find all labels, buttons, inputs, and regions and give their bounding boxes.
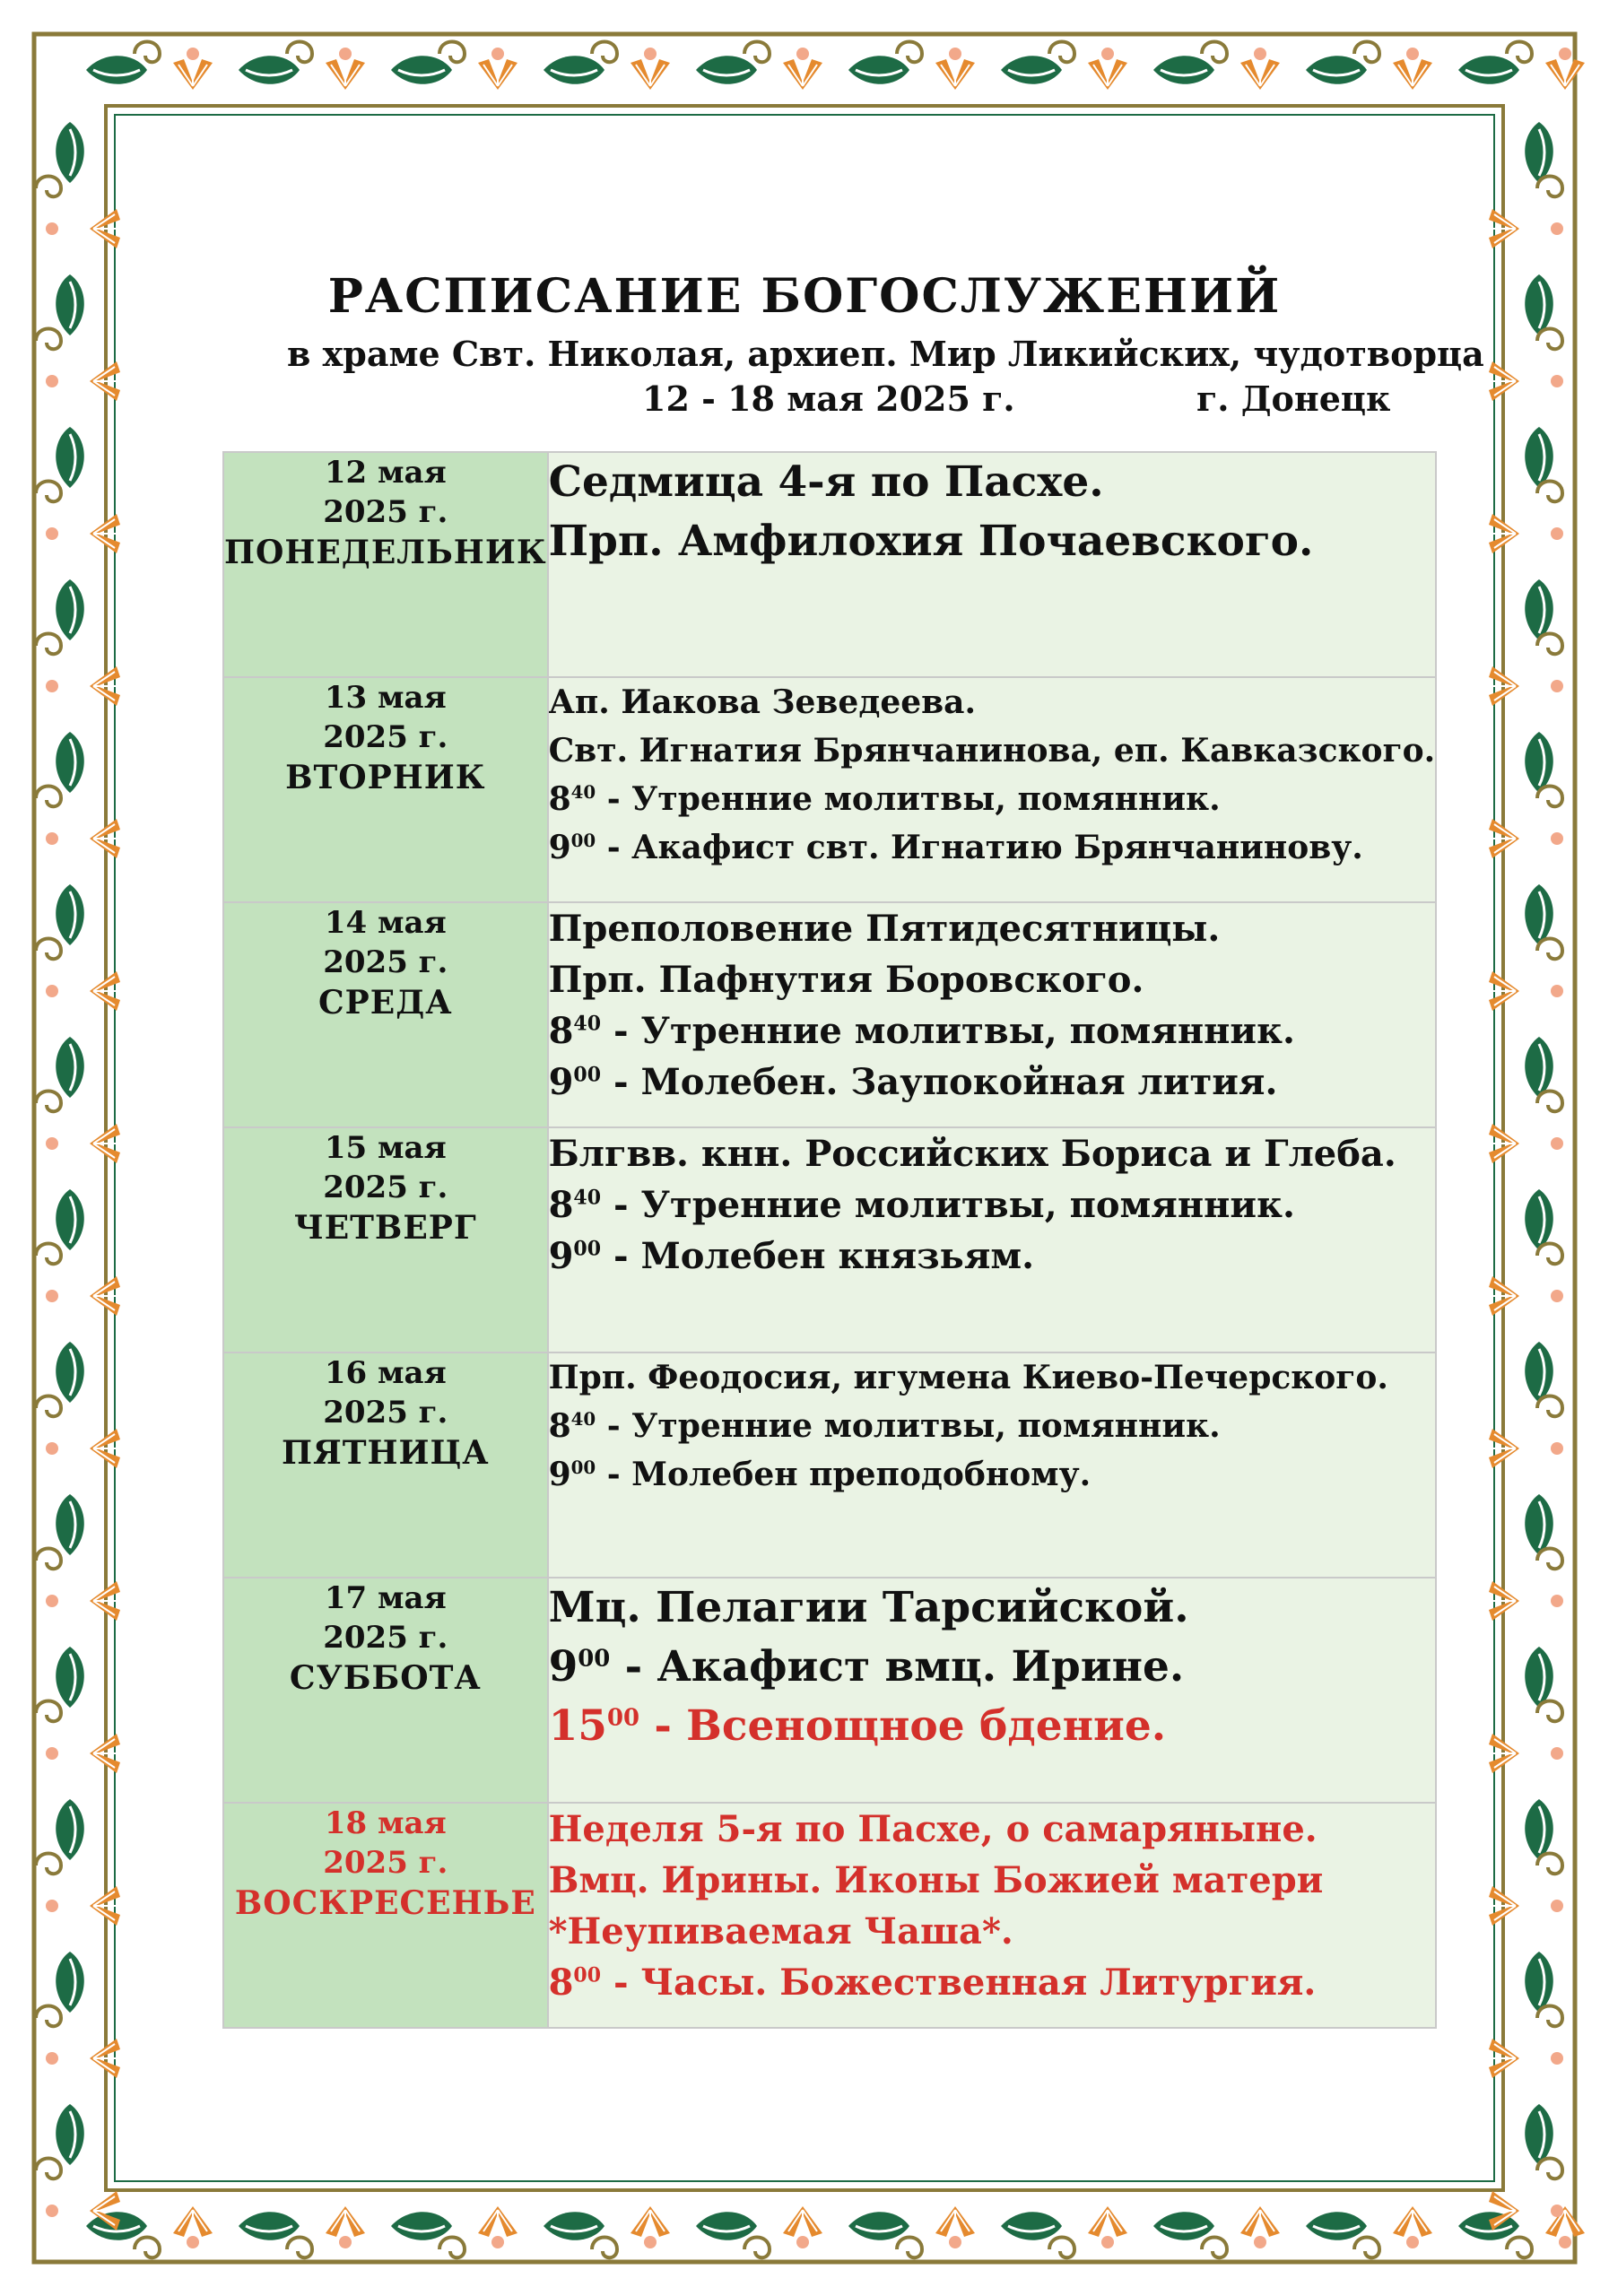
- event-line: [549, 823, 1436, 872]
- scroll-ornament: [1354, 42, 1379, 63]
- dot-ornament: [491, 2236, 504, 2248]
- fan-ornament: [326, 59, 365, 90]
- event-line: [549, 1005, 1436, 1057]
- day-date: 12 мая: [324, 455, 447, 491]
- dot-ornament: [1551, 985, 1563, 997]
- scroll-ornament: [1049, 2238, 1074, 2258]
- dot-ornament: [339, 2236, 352, 2248]
- leaf-ornament: [56, 1952, 84, 2013]
- day-year: 2025 г.: [323, 719, 448, 755]
- fan-ornament: [1088, 2206, 1127, 2237]
- time-minutes: 00: [573, 1237, 602, 1261]
- leaf-ornament: [56, 1037, 84, 1098]
- event-text: - Молебен князьям.: [601, 1235, 1035, 1277]
- leaf-ornament: [1153, 56, 1214, 84]
- event-line: [549, 1231, 1436, 1282]
- dot-ornament: [949, 48, 961, 60]
- scroll-ornament: [36, 1244, 61, 1265]
- leaf-ornament: [391, 2212, 452, 2240]
- scroll-ornament: [1202, 2238, 1227, 2258]
- event-line: [549, 1179, 1436, 1231]
- scroll-ornament: [1049, 42, 1074, 63]
- events-cell: [548, 1578, 1437, 1803]
- dot-ornament: [1254, 48, 1266, 60]
- scroll-ornament: [1537, 634, 1562, 655]
- fan-ornament: [1240, 2206, 1280, 2237]
- dot-ornament: [46, 375, 58, 387]
- dot-ornament: [1551, 527, 1563, 540]
- dot-ornament: [1551, 1442, 1563, 1455]
- event-text: Прп. Феодосия, игумена Киево-Печерского.: [548, 1359, 1388, 1396]
- scroll-ornament: [592, 2238, 617, 2258]
- day-date: 15 мая: [324, 1130, 447, 1166]
- fan-ornament: [783, 2206, 822, 2237]
- scroll-ornament: [1537, 1244, 1562, 1265]
- leaf-ornament: [1001, 2212, 1062, 2240]
- day-date: 13 мая: [324, 680, 447, 716]
- dot-ornament: [46, 527, 58, 540]
- day-cell: [223, 902, 548, 1127]
- dot-ornament: [949, 2236, 961, 2248]
- leaf-ornament: [391, 56, 452, 84]
- dot-ornament: [1559, 2236, 1571, 2248]
- fan-ornament: [783, 59, 822, 90]
- event-line: [549, 1057, 1436, 1108]
- dot-ornament: [796, 2236, 809, 2248]
- event-text: - Акафист вмц. Ирине.: [610, 1642, 1185, 1692]
- dot-ornament: [1101, 48, 1114, 60]
- event-text: - Часы. Божественная Литургия.: [601, 1961, 1317, 2004]
- event-line: [549, 512, 1436, 571]
- schedule-row: [223, 1352, 1436, 1578]
- day-cell: [223, 677, 548, 902]
- scroll-ornament: [36, 939, 61, 960]
- leaf-ornament: [1525, 1189, 1553, 1250]
- dot-ornament: [644, 48, 657, 60]
- day-weekday: ЧЕТВЕРГ: [293, 1209, 477, 1247]
- scroll-ornament: [1537, 177, 1562, 197]
- time-hour: 9: [548, 1642, 578, 1692]
- time-minutes: 40: [570, 1408, 596, 1430]
- dot-ornament: [1551, 375, 1563, 387]
- leaf-ornament: [56, 122, 84, 183]
- time-hour: 8: [548, 1184, 574, 1226]
- leaf-ornament: [1525, 427, 1553, 488]
- fan-ornament: [1240, 59, 1280, 90]
- leaf-ornament: [1525, 1647, 1553, 1708]
- time-hour: 9: [548, 1061, 574, 1103]
- event-text: - Молебен преподобному.: [596, 1456, 1092, 1493]
- scroll-ornament: [897, 42, 922, 63]
- leaf-ornament: [848, 56, 909, 84]
- dot-ornament: [1551, 1900, 1563, 1912]
- event-line: [549, 1697, 1436, 1756]
- event-text: Прп. Пафнутия Боровского.: [548, 959, 1144, 1001]
- scroll-ornament: [897, 2238, 922, 2258]
- day-year: 2025 г.: [323, 1395, 448, 1431]
- leaf-ornament: [56, 2104, 84, 2165]
- scroll-ornament: [287, 42, 312, 63]
- leaf-ornament: [1525, 1342, 1553, 1403]
- leaf-ornament: [1525, 122, 1553, 183]
- event-text: Неделя 5-я по Пасхе, о самаряныне.: [548, 1808, 1318, 1850]
- date-range: 12 - 18 мая 2025 г.: [642, 378, 1015, 419]
- event-text: - Всенощное бдение.: [639, 1701, 1167, 1751]
- fan-ornament: [1393, 59, 1432, 90]
- leaf-ornament: [56, 884, 84, 945]
- scroll-ornament: [744, 2238, 770, 2258]
- day-cell: [223, 1127, 548, 1352]
- fan-ornament: [326, 2206, 365, 2237]
- leaf-ornament: [1525, 1952, 1553, 2013]
- time-minutes: 40: [570, 781, 596, 803]
- leaf-ornament: [1525, 732, 1553, 793]
- fan-ornament: [173, 59, 213, 90]
- event-text: Ап. Иакова Зеведеева.: [548, 683, 976, 721]
- day-cell: [223, 452, 548, 677]
- events-cell: [548, 677, 1437, 902]
- dot-ornament: [46, 2052, 58, 2065]
- schedule-row: [223, 1127, 1436, 1352]
- event-line: [549, 1638, 1436, 1697]
- scroll-ornament: [1507, 42, 1532, 63]
- event-line: [549, 1906, 1436, 1957]
- page-title: РАСПИСАНИЕ БОГОСЛУЖЕНИЙ: [327, 269, 1282, 324]
- time-hour: 15: [548, 1701, 607, 1751]
- dot-ornament: [1559, 48, 1571, 60]
- event-line: [549, 726, 1436, 775]
- leaf-ornament: [1525, 1494, 1553, 1555]
- fan-ornament: [631, 2206, 670, 2237]
- event-text: Вмц. Ирины. Иконы Божией матери: [548, 1859, 1324, 1901]
- event-line: [549, 1855, 1436, 1906]
- event-line: [549, 954, 1436, 1005]
- scroll-ornament: [36, 787, 61, 807]
- time-minutes: 00: [606, 1704, 639, 1732]
- dot-ornament: [339, 48, 352, 60]
- leaf-ornament: [1525, 884, 1553, 945]
- event-line: [549, 1450, 1436, 1499]
- day-weekday: СРЕДА: [318, 984, 453, 1022]
- leaf-ornament: [56, 1189, 84, 1250]
- event-text: - Молебен. Заупокойная лития.: [601, 1061, 1278, 1103]
- events-cell: [548, 902, 1437, 1127]
- dot-ornament: [1551, 832, 1563, 845]
- scroll-ornament: [36, 2006, 61, 2027]
- day-weekday: ВОСКРЕСЕНЬЕ: [234, 1884, 536, 1922]
- dot-ornament: [46, 832, 58, 845]
- fan-ornament: [1393, 2206, 1432, 2237]
- day-year: 2025 г.: [323, 494, 448, 530]
- time-hour: 8: [548, 1407, 571, 1445]
- dot-ornament: [46, 1137, 58, 1150]
- events-cell: [548, 452, 1437, 677]
- scroll-ornament: [36, 177, 61, 197]
- time-hour: 9: [548, 829, 571, 866]
- leaf-ornament: [1001, 56, 1062, 84]
- time-minutes: 00: [573, 1063, 602, 1087]
- schedule-table: [222, 451, 1437, 2029]
- event-line: [549, 775, 1436, 823]
- scroll-ornament: [287, 2238, 312, 2258]
- dot-ornament: [1551, 222, 1563, 235]
- day-year: 2025 г.: [323, 1170, 448, 1205]
- time-hour: 8: [548, 1010, 574, 1052]
- event-text: - Утренние молитвы, помянник.: [596, 1407, 1221, 1445]
- leaf-ornament: [56, 1799, 84, 1860]
- time-hour: 8: [548, 1961, 574, 2004]
- time-minutes: 40: [573, 1012, 602, 1036]
- scroll-ornament: [36, 329, 61, 350]
- day-date: 14 мая: [324, 905, 447, 941]
- leaf-ornament: [544, 2212, 604, 2240]
- dot-ornament: [46, 1747, 58, 1760]
- scroll-ornament: [1537, 2006, 1562, 2027]
- day-weekday: ВТОРНИК: [285, 759, 486, 796]
- scroll-ornament: [36, 1854, 61, 1874]
- dot-ornament: [46, 1595, 58, 1607]
- dot-ornament: [644, 2236, 657, 2248]
- scroll-ornament: [1537, 939, 1562, 960]
- event-line: [549, 1128, 1436, 1179]
- dot-ornament: [46, 1442, 58, 1455]
- day-weekday: ПЯТНИЦА: [281, 1434, 490, 1472]
- scroll-ornament: [36, 2159, 61, 2179]
- day-weekday: ПОНЕДЕЛЬНИК: [224, 534, 547, 571]
- dot-ornament: [46, 222, 58, 235]
- leaf-ornament: [56, 1647, 84, 1708]
- leaf-ornament: [56, 427, 84, 488]
- scroll-ornament: [1507, 2238, 1532, 2258]
- time-hour: 8: [548, 780, 571, 818]
- leaf-ornament: [239, 56, 300, 84]
- event-line: [549, 903, 1436, 954]
- scroll-ornament: [135, 42, 160, 63]
- dot-ornament: [796, 48, 809, 60]
- scroll-ornament: [36, 634, 61, 655]
- schedule-row: [223, 1803, 1436, 2028]
- scroll-ornament: [36, 1549, 61, 1570]
- leaf-ornament: [1525, 1037, 1553, 1098]
- events-cell: [548, 1803, 1437, 2028]
- event-text: Блгвв. кнн. Российских Бориса и Глеба.: [548, 1133, 1396, 1175]
- scroll-ornament: [1202, 42, 1227, 63]
- scroll-ornament: [439, 2238, 465, 2258]
- dot-ornament: [1254, 2236, 1266, 2248]
- event-line: [549, 1402, 1436, 1450]
- fan-ornament: [935, 2206, 975, 2237]
- schedule-row: [223, 452, 1436, 677]
- dot-ornament: [1551, 2052, 1563, 2065]
- time-hour: 9: [548, 1456, 571, 1493]
- event-text: Прп. Амфилохия Почаевского.: [548, 517, 1314, 566]
- leaf-ornament: [239, 2212, 300, 2240]
- leaf-ornament: [1306, 2212, 1367, 2240]
- day-year: 2025 г.: [323, 1845, 448, 1881]
- leaf-ornament: [56, 579, 84, 640]
- leaf-ornament: [1525, 1799, 1553, 1860]
- dot-ornament: [491, 48, 504, 60]
- dot-ornament: [46, 2205, 58, 2217]
- event-text: - Утренние молитвы, помянник.: [601, 1010, 1295, 1052]
- time-minutes: 40: [573, 1186, 602, 1210]
- events-cell: [548, 1127, 1437, 1352]
- fan-ornament: [173, 2206, 213, 2237]
- dot-ornament: [1551, 680, 1563, 692]
- dot-ornament: [1551, 2205, 1563, 2217]
- day-year: 2025 г.: [323, 944, 448, 980]
- fan-ornament: [1545, 59, 1585, 90]
- dot-ornament: [46, 985, 58, 997]
- scroll-ornament: [1537, 482, 1562, 502]
- scroll-ornament: [744, 42, 770, 63]
- dot-ornament: [187, 2236, 199, 2248]
- scroll-ornament: [36, 482, 61, 502]
- day-cell: [223, 1578, 548, 1803]
- leaf-ornament: [696, 2212, 757, 2240]
- event-text: Свт. Игнатия Брянчанинова, еп. Кавказского.: [548, 732, 1436, 770]
- city: г. Донецк: [1196, 378, 1391, 419]
- scroll-ornament: [36, 1396, 61, 1417]
- event-line: [549, 1957, 1436, 2008]
- leaf-ornament: [696, 56, 757, 84]
- day-date: 16 мая: [324, 1355, 447, 1391]
- leaf-ornament: [1306, 56, 1367, 84]
- scroll-ornament: [1537, 329, 1562, 350]
- event-text: - Акафист свт. Игнатию Брянчанинову.: [596, 829, 1363, 866]
- time-minutes: 00: [570, 1457, 596, 1478]
- leaf-ornament: [848, 2212, 909, 2240]
- leaf-ornament: [1525, 579, 1553, 640]
- scroll-ornament: [1537, 1854, 1562, 1874]
- day-date: 17 мая: [324, 1580, 447, 1616]
- schedule-row: [223, 902, 1436, 1127]
- event-text: Преполовение Пятидесятницы.: [548, 908, 1221, 950]
- time-minutes: 00: [573, 1963, 602, 1987]
- scroll-ornament: [36, 1701, 61, 1722]
- event-line: [549, 1578, 1436, 1638]
- scroll-ornament: [1537, 1396, 1562, 1417]
- leaf-ornament: [1525, 2104, 1553, 2165]
- time-hour: 9: [548, 1235, 574, 1277]
- schedule-row: [223, 677, 1436, 902]
- day-cell: [223, 1803, 548, 2028]
- day-weekday: СУББОТА: [289, 1659, 482, 1697]
- scroll-ornament: [1537, 1549, 1562, 1570]
- fan-ornament: [478, 59, 517, 90]
- day-date: 18 мая: [324, 1805, 447, 1841]
- scroll-ornament: [1537, 1091, 1562, 1112]
- time-minutes: 00: [570, 830, 596, 851]
- scroll-ornament: [1537, 787, 1562, 807]
- event-line: [549, 678, 1436, 726]
- schedule-row: [223, 1578, 1436, 1803]
- dot-ornament: [1551, 1595, 1563, 1607]
- event-text: - Утренние молитвы, помянник.: [601, 1184, 1295, 1226]
- leaf-ornament: [56, 1494, 84, 1555]
- time-minutes: 00: [578, 1645, 611, 1673]
- leaf-ornament: [544, 56, 604, 84]
- event-line: [549, 1804, 1436, 1855]
- leaf-ornament: [56, 1342, 84, 1403]
- scroll-ornament: [439, 42, 465, 63]
- dot-ornament: [1551, 1137, 1563, 1150]
- day-year: 2025 г.: [323, 1620, 448, 1656]
- event-line: [549, 1353, 1436, 1402]
- fan-ornament: [935, 59, 975, 90]
- dot-ornament: [46, 680, 58, 692]
- scroll-ornament: [1354, 2238, 1379, 2258]
- church-name: в храме Свт. Николая, архиеп. Мир Ликийских, чудотворца: [287, 334, 1484, 374]
- events-cell: [548, 1352, 1437, 1578]
- dot-ornament: [1406, 2236, 1419, 2248]
- leaf-ornament: [86, 56, 147, 84]
- scroll-ornament: [36, 1091, 61, 1112]
- scroll-ornament: [592, 42, 617, 63]
- event-text: Мц. Пелагии Тарсийской.: [548, 1583, 1189, 1632]
- dot-ornament: [1551, 1290, 1563, 1302]
- event-text: - Утренние молитвы, помянник.: [596, 780, 1221, 818]
- leaf-ornament: [1458, 56, 1519, 84]
- scroll-ornament: [1537, 1701, 1562, 1722]
- scroll-ornament: [135, 2238, 160, 2258]
- event-text: Седмица 4-я по Пасхе.: [548, 457, 1104, 507]
- event-line: [549, 453, 1436, 512]
- dot-ornament: [46, 1900, 58, 1912]
- dot-ornament: [187, 48, 199, 60]
- dot-ornament: [1551, 1747, 1563, 1760]
- dot-ornament: [46, 1290, 58, 1302]
- event-text: *Неупиваемая Чаша*.: [548, 1910, 1013, 1952]
- scroll-ornament: [1537, 2159, 1562, 2179]
- fan-ornament: [478, 2206, 517, 2237]
- leaf-ornament: [1153, 2212, 1214, 2240]
- dot-ornament: [1406, 48, 1419, 60]
- day-cell: [223, 1352, 548, 1578]
- dot-ornament: [1101, 2236, 1114, 2248]
- fan-ornament: [631, 59, 670, 90]
- fan-ornament: [1088, 59, 1127, 90]
- leaf-ornament: [56, 732, 84, 793]
